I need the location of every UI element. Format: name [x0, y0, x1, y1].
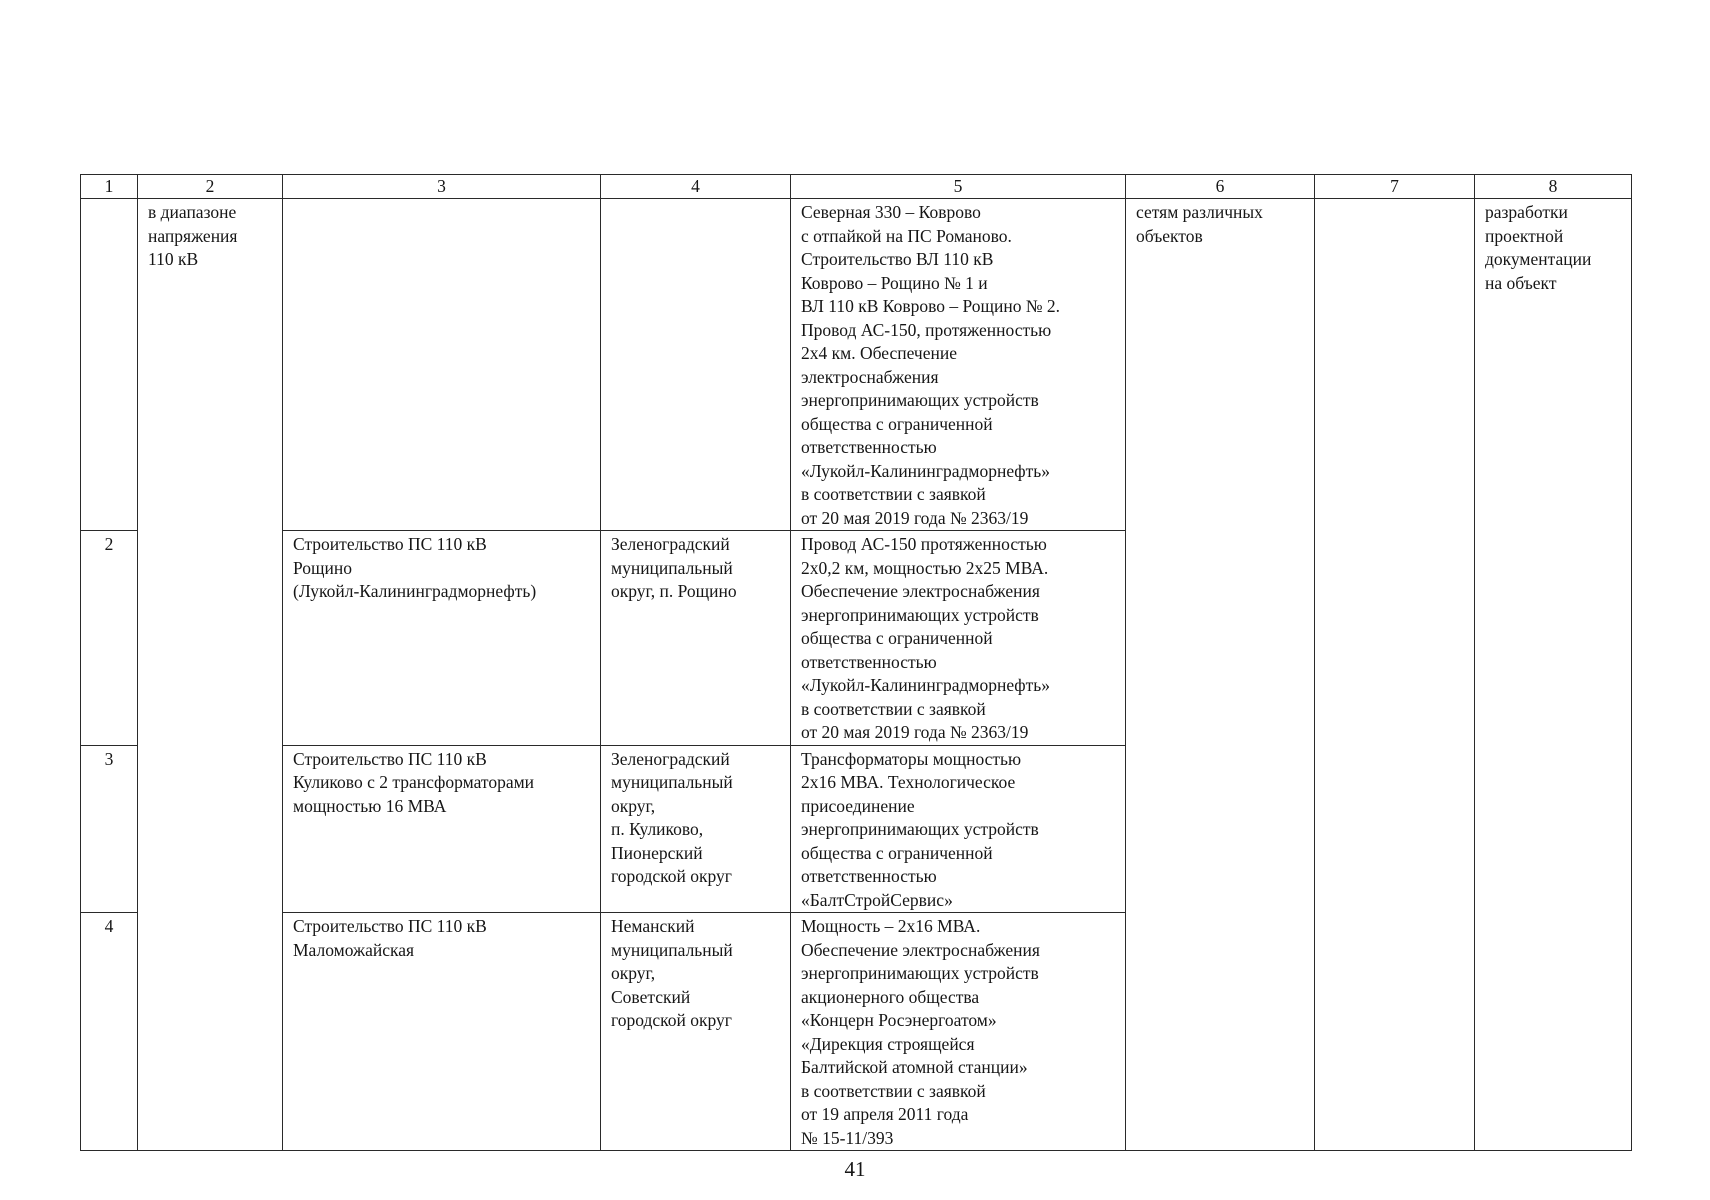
object-name-cell: [283, 199, 601, 531]
page-number: 41: [844, 1157, 866, 1181]
location-cell: Зеленоградский муниципальный округ, п. Рощино: [601, 531, 791, 746]
voltage-range-cell: в диапазоне напряжения 110 кВ: [138, 199, 283, 1151]
description-cell: Провод АС-150 протяженностью 2х0,2 км, мощностью 2х25 МВА. Обеспечение электроснабжения энергопринимающих устройств общества с ограниченной ответственностью «Лукойл-Калининградморнефть» в соответствии с заявкой от 20 мая 2019 года № 2363/19: [791, 531, 1126, 746]
location-cell: Зеленоградский муниципальный округ, п. Куликово, Пионерский городской округ: [601, 745, 791, 913]
column-number-6: 6: [1126, 175, 1315, 199]
column-number-1: 1: [81, 175, 138, 199]
row-number: [81, 199, 138, 531]
description-cell: Северная 330 – Коврово с отпайкой на ПС Романово. Строительство ВЛ 110 кВ Коврово – Рощино № 1 и ВЛ 110 кВ Коврово – Рощино № 2. Провод АС-150, протяженностью 2х4 км. Обеспечение электроснабжения энергопринимающих устройств общества с ограниченной ответственностью «Лукойл-Калининградморнефть» в соответствии с заявкой от 20 мая 2019 года № 2363/19: [791, 199, 1126, 531]
object-name-cell: Строительство ПС 110 кВ Куликово с 2 трансформаторами мощностью 16 МВА: [283, 745, 601, 913]
location-cell: Неманский муниципальный округ, Советский городской округ: [601, 913, 791, 1151]
column-number-4: 4: [601, 175, 791, 199]
description-cell: Трансформаторы мощностью 2х16 МВА. Технологическое присоединение энергопринимающих устройств общества с ограниченной ответственностью «БалтСтройСервис»: [791, 745, 1126, 913]
location-cell: [601, 199, 791, 531]
purpose-cell: сетям различных объектов: [1126, 199, 1315, 1151]
column-number-5: 5: [791, 175, 1126, 199]
row-number: 3: [81, 745, 138, 913]
column-7-cell: [1315, 199, 1475, 1151]
object-name-cell: Строительство ПС 110 кВ Маломожайская: [283, 913, 601, 1151]
column-number-3: 3: [283, 175, 601, 199]
row-number: 4: [81, 913, 138, 1151]
stage-cell: разработки проектной документации на объект: [1475, 199, 1632, 1151]
column-number-8: 8: [1475, 175, 1632, 199]
object-name-cell: Строительство ПС 110 кВ Рощино (Лукойл-Калининградморнефть): [283, 531, 601, 746]
row-number: 2: [81, 531, 138, 746]
data-table: [80, 174, 1632, 1151]
column-number-7: 7: [1315, 175, 1475, 199]
column-number-2: 2: [138, 175, 283, 199]
table-row: [81, 199, 1632, 531]
description-cell: Мощность – 2х16 МВА. Обеспечение электроснабжения энергопринимающих устройств акционерного общества «Концерн Росэнергоатом» «Дирекция строящейся Балтийской атомной станции» в соответствии с заявкой от 19 апреля 2011 года № 15-11/393: [791, 913, 1126, 1151]
table-header-row: [81, 175, 1632, 199]
